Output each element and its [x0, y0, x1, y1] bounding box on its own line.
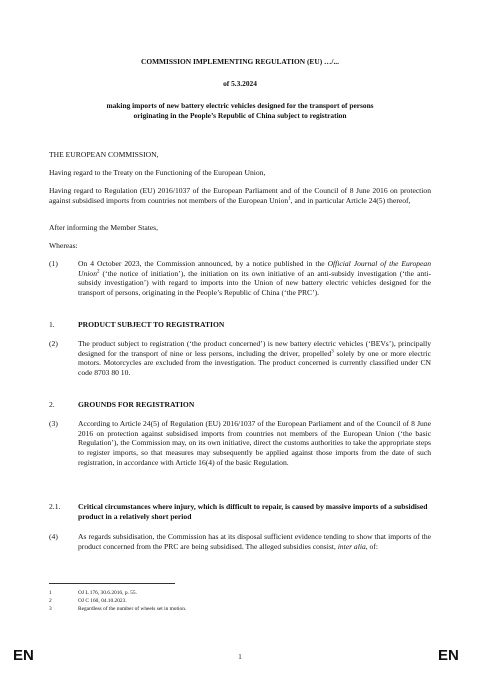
language-code-left: EN	[13, 647, 34, 664]
section-1-number: 1.	[49, 320, 55, 329]
footnote-1-text: OJ L 176, 30.6.2016, p. 55.	[78, 590, 137, 596]
footnote-ref-1: 1	[288, 196, 291, 202]
footnote-2-number: 2	[49, 598, 52, 604]
regulation-date: of 5.3.2024	[223, 79, 257, 88]
recital-3-number: (3)	[49, 419, 58, 428]
page-number: 1	[238, 653, 242, 661]
preamble-commission: THE EUROPEAN COMMISSION,	[49, 150, 159, 159]
footnote-2-text: OJ C 160, 04.10.2023.	[78, 598, 127, 604]
footnote-3-text: Regardless of the number of wheels set in motion.	[78, 606, 187, 612]
recital-1-number: (1)	[49, 259, 58, 268]
regulation-subject-line1: making imports of new battery electric vehicles designed for the transport of persons	[106, 101, 374, 110]
footnote-ref-2: 2	[96, 269, 100, 275]
recital-2-text: The product subject to registration (‘the product concerned’) is new battery electric vehicles (‘BEVs’), principally designed for the transport of nine or less persons, including the driver, propelled$^3$ solely by one or more electric motors. Motorcycles are excluded from the investigation. The product concerned is currently classified under CN code 8703 80 10.	[78, 339, 431, 378]
preamble-treaty: Having regard to the Treaty on the Functioning of the European Union,	[49, 168, 266, 177]
recital-1-text: On 4 October 2023, the Commission announced, by a notice published in the Official Journal of the European Union$^2$ (‘the notice of initiation’), the initiation on its own initiative of an anti-subsidy investigation (‘the anti-subsidy investigation’) with regard to imports into the Union of new battery electric vehicles designed for the transport of persons, originating in the People’s Republic of China (‘the PRC’).	[78, 259, 431, 298]
footnote-3-number: 3	[49, 606, 52, 612]
preamble-regulation: Having regard to Regulation (EU) 2016/1037 of the European Parliament and of the Council of 8 June 2016 on protection against subsidised imports from countries not members of the European Union$^1$, and in particular Article 24(5) thereof,	[49, 186, 431, 205]
section-2-heading: GROUNDS FOR REGISTRATION	[78, 400, 195, 409]
recital-2-number: (2)	[49, 339, 58, 348]
language-code-right: EN	[438, 647, 459, 664]
footnote-1-number: 1	[49, 590, 52, 596]
regulation-title: COMMISSION IMPLEMENTING REGULATION (EU) …/...	[141, 57, 339, 66]
section-2-number: 2.	[49, 400, 55, 409]
footnote-separator	[49, 583, 175, 584]
recital-4-text: As regards subsidisation, the Commission has at its disposal sufficient evidence tending to show that imports of the product concerned from the PRC are being subsidised. The alleged subsidies consist, inter alia, of:	[78, 532, 431, 551]
section-2-1-number: 2.1.	[49, 502, 61, 511]
regulation-subject-line2: originating in the People’s Republic of China subject to registration	[133, 111, 347, 120]
preamble-whereas: Whereas:	[49, 241, 78, 250]
recital-4-number: (4)	[49, 532, 58, 541]
section-1-heading: PRODUCT SUBJECT TO REGISTRATION	[78, 320, 225, 329]
section-2-1-heading: Critical circumstances where injury, which is difficult to repair, is caused by massive imports of a subsidised product in a relatively short period	[78, 502, 428, 521]
recital-3-text: According to Article 24(5) of Regulation (EU) 2016/1037 of the European Parliament and of the Council of 8 June 2016 on protection against subsidised imports from countries not members of the European Union (‘the basic Regulation’), the Commission may, on its own initiative, direct the customs authorities to take the appropriate steps to register imports, so that measures may subsequently be applied against those imports from the date of such registration, in accordance with Article 16(4) of the basic Regulation.	[78, 419, 431, 467]
preamble-informing: After informing the Member States,	[49, 223, 159, 232]
footnote-ref-3: 3	[331, 349, 334, 355]
